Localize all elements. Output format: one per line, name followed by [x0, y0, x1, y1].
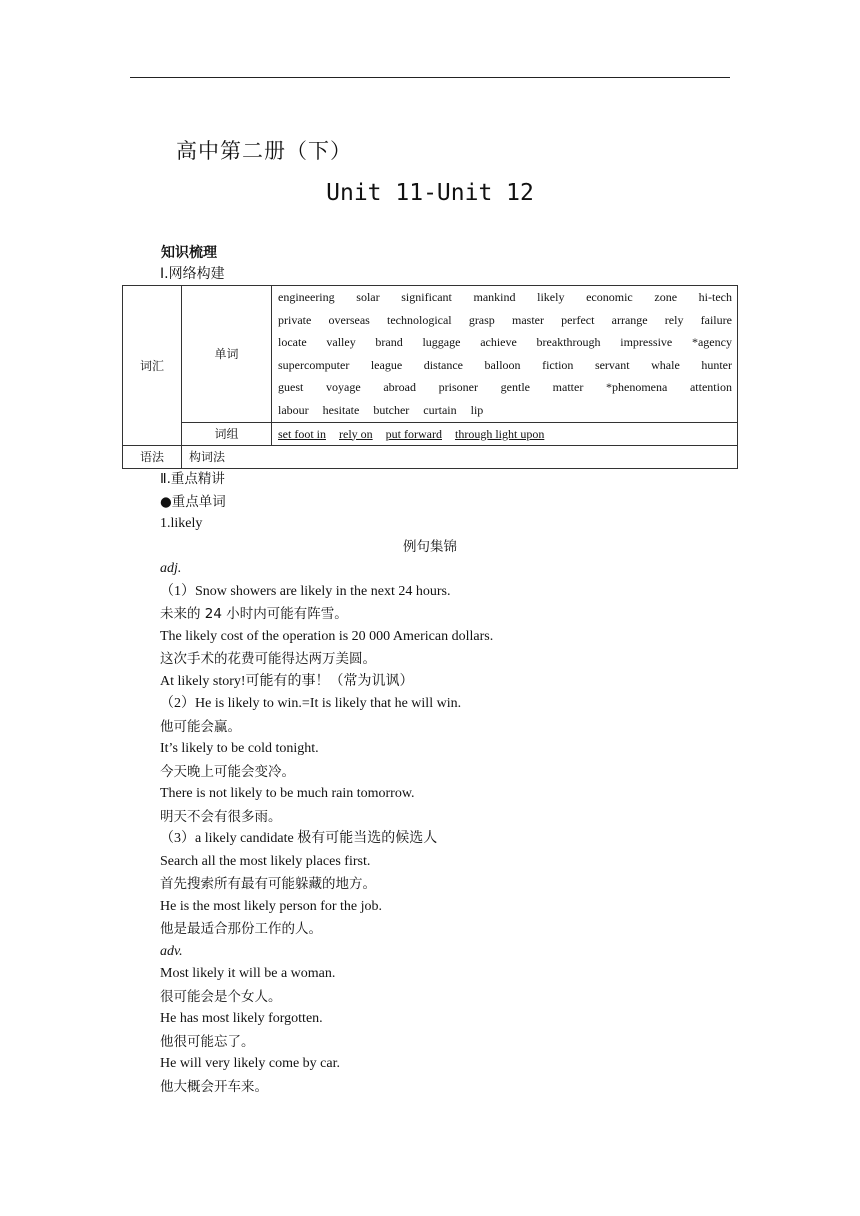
vocab-word: whale: [651, 357, 680, 372]
vocab-word: overseas: [328, 312, 370, 327]
vocab-word: zone: [654, 290, 678, 304]
vocab-word: *phenomena: [606, 380, 668, 395]
example-en: He is the most likely person for the job.: [160, 898, 383, 914]
vocab-word: labour: [278, 402, 309, 417]
example-en: It’s likely to be cold tonight.: [160, 741, 319, 756]
phrase-list: [272, 422, 738, 445]
example-zh: 这次手术的花费可能得达两万美圆。: [160, 651, 376, 667]
vocab-word: hesitate: [322, 402, 360, 417]
vocab-word: significant: [401, 290, 452, 304]
vocab-word: technological: [387, 312, 452, 327]
vocab-word: hi-tech: [698, 290, 732, 304]
example-en: （1）Snow showers are likely in the next 24 hours.: [160, 583, 451, 599]
example-zh: 今天晚上可能会变冷。: [160, 763, 295, 780]
grammar-label: 语法: [123, 445, 182, 468]
word-line: [278, 331, 732, 354]
section-heading: 知识梳理: [161, 245, 217, 261]
vocab-word: perfect: [561, 312, 595, 327]
vocab-word: grasp: [468, 312, 495, 327]
vocab-label: 词汇: [123, 286, 182, 446]
vocab-word: rely: [664, 312, 684, 327]
vocab-word: valley: [326, 335, 356, 350]
words-label: 单词: [182, 286, 272, 423]
phrase-item: put forward: [385, 426, 442, 441]
word-list: [272, 286, 738, 423]
vocab-word: curtain: [423, 402, 457, 417]
example-en: Search all the most likely places first.: [160, 853, 371, 869]
vocab-word: league: [370, 357, 403, 372]
vocab-word: economic: [586, 290, 633, 304]
vocab-word: prisoner: [438, 380, 478, 395]
vocab-word: achieve: [480, 335, 517, 350]
word-line: [278, 286, 732, 309]
vocab-word: gentle: [500, 380, 530, 395]
header-rule: [130, 77, 730, 78]
part2-heading: Ⅱ.重点精讲: [160, 471, 225, 487]
vocab-word: attention: [689, 380, 732, 395]
pos-label: adj.: [160, 561, 182, 576]
example-zh: 他大概会开车来。: [160, 1078, 268, 1095]
vocab-word: butcher: [373, 402, 410, 417]
vocab-word: distance: [423, 357, 464, 372]
key-words-heading: ●重点单词: [160, 493, 226, 510]
vocab-word: brand: [375, 335, 403, 350]
example-en: The likely cost of the operation is 20 000 American dollars.: [160, 628, 494, 644]
phrase-item: set foot in: [278, 426, 326, 441]
vocab-word: solar: [356, 290, 380, 304]
example-en: There is not likely to be much rain tomorrow.: [160, 786, 415, 801]
vocab-word: balloon: [484, 357, 521, 372]
vocab-word: matter: [552, 380, 584, 395]
example-en: Most likely it will be a woman.: [160, 966, 336, 981]
vocab-word: impressive: [620, 335, 673, 350]
pos-label: adv.: [160, 943, 183, 959]
vocab-word: abroad: [383, 380, 416, 395]
vocab-word: failure: [700, 312, 732, 327]
vocab-word: fiction: [542, 357, 574, 372]
vocab-word: master: [511, 312, 544, 327]
unit-title: Unit 11-Unit 12: [326, 180, 534, 206]
word-line: [278, 376, 732, 399]
vocab-word: locate: [278, 335, 307, 350]
word-line: [278, 399, 732, 422]
vocab-word: luggage: [422, 335, 461, 350]
network-table: [122, 285, 738, 469]
book-title: 高中第二册（下）: [176, 139, 352, 163]
vocab-word: hunter: [701, 357, 732, 372]
part1-heading: Ⅰ.网络构建: [160, 266, 225, 282]
vocab-word: lip: [470, 402, 484, 417]
example-zh: 首先搜索所有最有可能躲藏的地方。: [160, 876, 376, 892]
word-line: [278, 309, 732, 332]
examples-title: 例句集锦: [403, 538, 457, 555]
vocab-word: private: [278, 312, 312, 327]
example-zh: 未来的 24 小时内可能有阵雪。: [160, 606, 348, 622]
example-zh: 他是最适合那份工作的人。: [160, 921, 322, 937]
word-line: [278, 354, 732, 377]
example-zh: 他很可能忘了。: [160, 1033, 255, 1050]
vocab-word: breakthrough: [536, 335, 601, 350]
example-en: （3）a likely candidate 极有可能当选的候选人: [160, 831, 438, 846]
phrases-label: 词组: [182, 422, 272, 445]
example-zh: 明天不会有很多雨。: [160, 808, 282, 825]
notes-body: [160, 468, 760, 1098]
vocab-word: engineering: [278, 290, 335, 304]
vocab-word: voyage: [326, 380, 361, 395]
phrase-item: rely on: [339, 426, 373, 441]
vocab-word: guest: [278, 380, 304, 395]
vocab-word: mankind: [473, 290, 516, 304]
vocab-word: supercomputer: [278, 357, 350, 372]
vocab-word: servant: [594, 357, 630, 372]
grammar-value: 构词法: [182, 445, 738, 468]
example-zh: 他可能会赢。: [160, 718, 241, 735]
example-en: He has most likely forgotten.: [160, 1011, 323, 1026]
example-zh: 很可能会是个女人。: [160, 988, 282, 1005]
vocab-word: *agency: [691, 335, 732, 350]
item-heading: 1.likely: [160, 516, 203, 531]
vocab-word: arrange: [611, 312, 648, 327]
example-en: （2）He is likely to win.=It is likely that he will win.: [160, 696, 462, 711]
example-en: He will very likely come by car.: [160, 1056, 340, 1071]
vocab-word: likely: [537, 290, 565, 304]
phrase-item: through light upon: [454, 426, 545, 441]
example-en: At likely story!可能有的事！（常为讥讽）: [160, 673, 414, 689]
